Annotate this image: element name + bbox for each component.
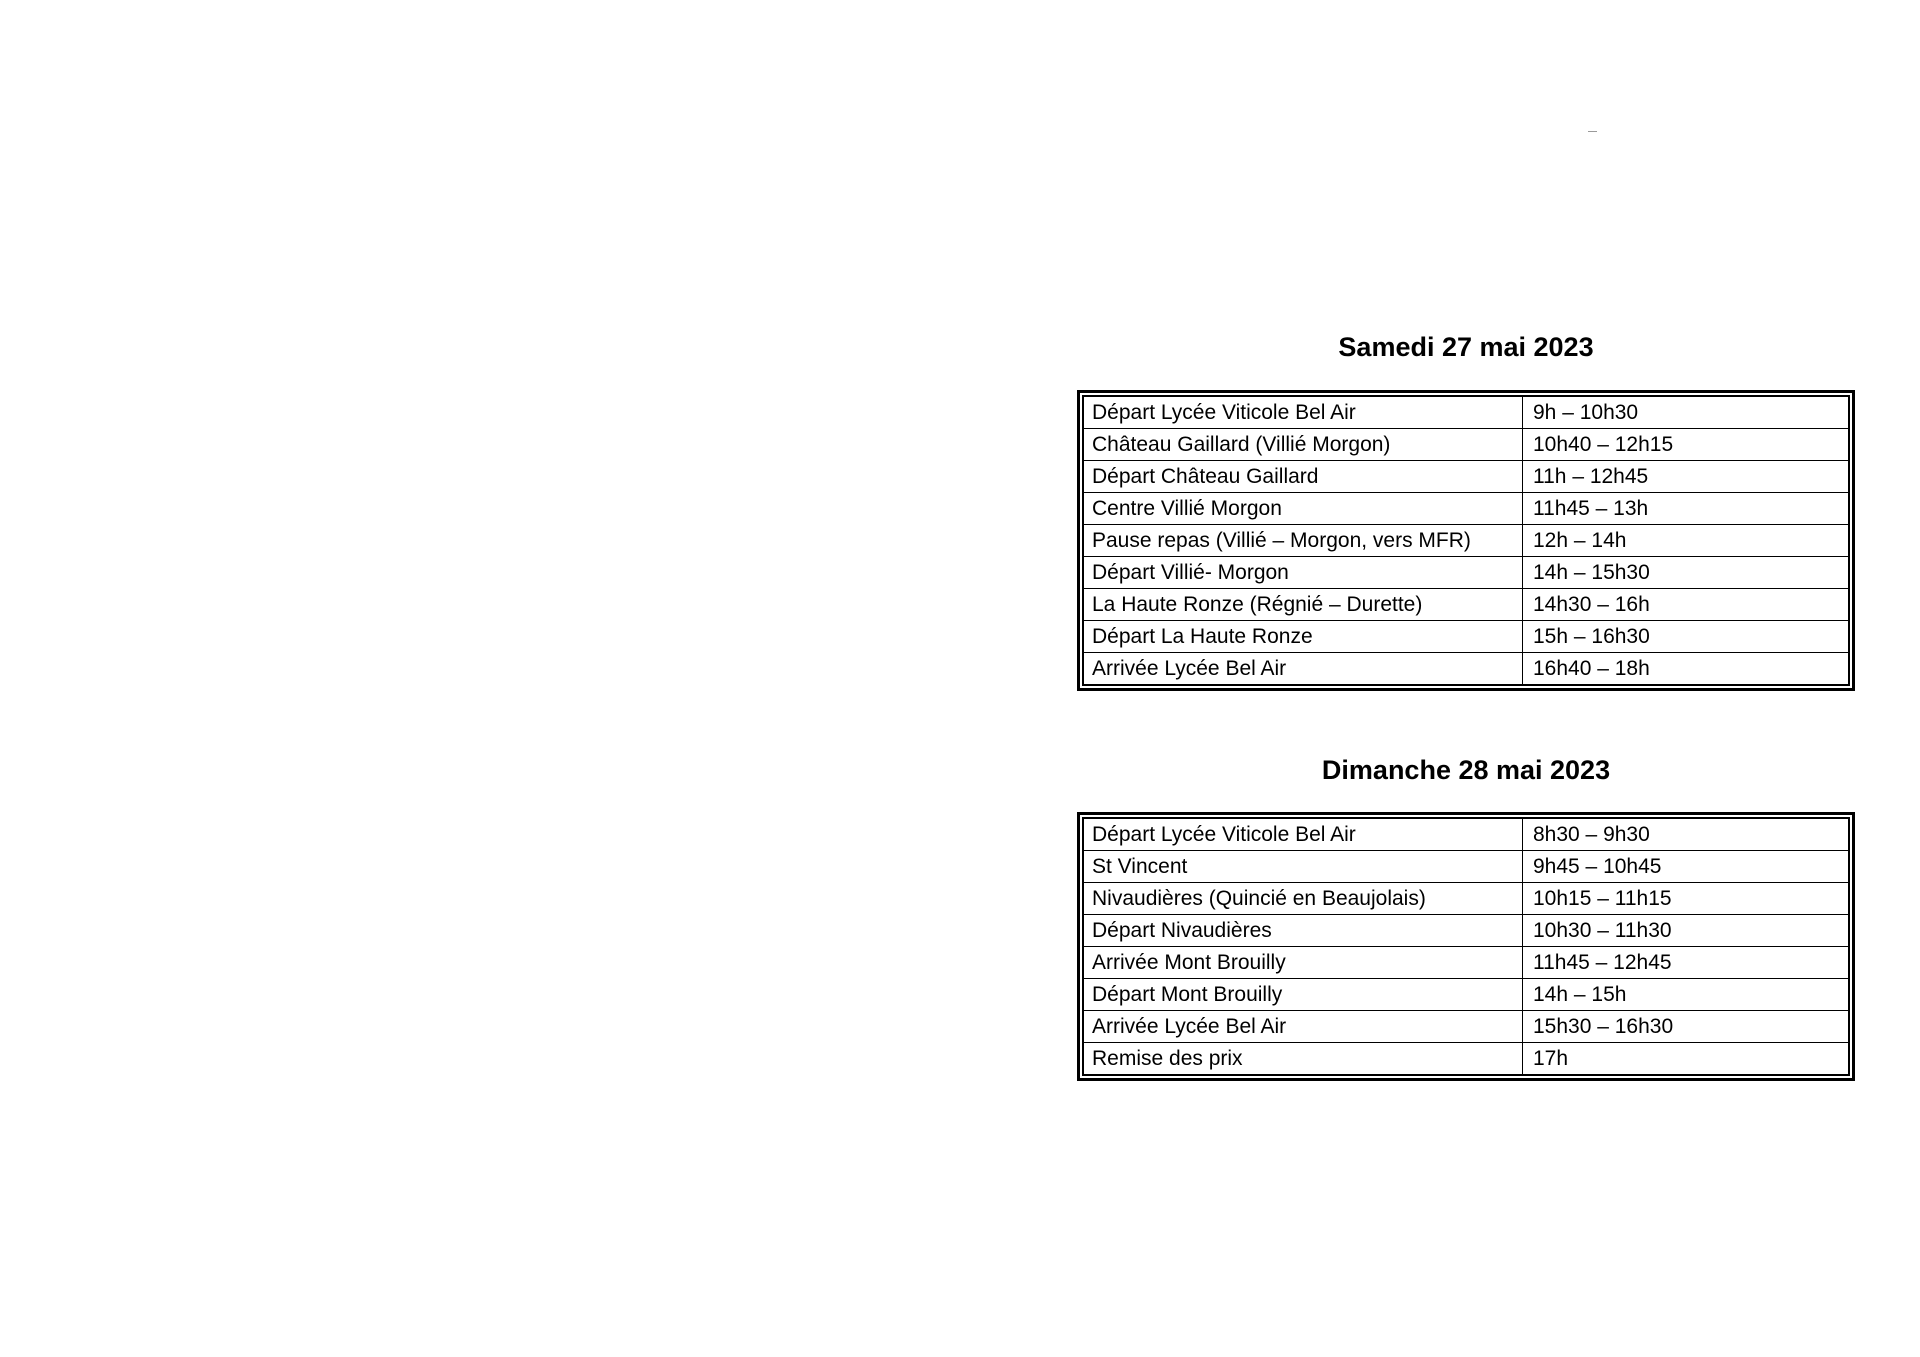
place-cell: Départ La Haute Ronze bbox=[1083, 621, 1523, 653]
saturday-table bbox=[1082, 395, 1850, 686]
sunday-schedule bbox=[1077, 812, 1855, 1081]
sunday-title: Dimanche 28 mai 2023 bbox=[1321, 755, 1611, 785]
table-row bbox=[1083, 1011, 1849, 1043]
time-cell: 15h – 16h30 bbox=[1523, 621, 1850, 653]
time-cell: 10h15 – 11h15 bbox=[1523, 883, 1850, 915]
table-row bbox=[1083, 557, 1849, 589]
time-cell: 17h bbox=[1523, 1043, 1850, 1076]
place-cell: Château Gaillard (Villié Morgon) bbox=[1083, 429, 1523, 461]
place-cell: St Vincent bbox=[1083, 851, 1523, 883]
table-row bbox=[1083, 396, 1849, 429]
time-cell: 11h45 – 12h45 bbox=[1523, 947, 1850, 979]
place-cell: Départ Nivaudières bbox=[1083, 915, 1523, 947]
table-row bbox=[1083, 818, 1849, 851]
time-cell: 14h – 15h30 bbox=[1523, 557, 1850, 589]
table-row bbox=[1083, 851, 1849, 883]
table-row bbox=[1083, 653, 1849, 686]
place-cell: Arrivée Lycée Bel Air bbox=[1083, 1011, 1523, 1043]
time-cell: 14h – 15h bbox=[1523, 979, 1850, 1011]
scan-speck bbox=[1588, 131, 1597, 132]
time-cell: 10h30 – 11h30 bbox=[1523, 915, 1850, 947]
table-row bbox=[1083, 429, 1849, 461]
table-row bbox=[1083, 461, 1849, 493]
time-cell: 11h – 12h45 bbox=[1523, 461, 1850, 493]
table-row bbox=[1083, 589, 1849, 621]
table-row bbox=[1083, 947, 1849, 979]
table-row bbox=[1083, 621, 1849, 653]
place-cell: Arrivée Mont Brouilly bbox=[1083, 947, 1523, 979]
place-cell: La Haute Ronze (Régnié – Durette) bbox=[1083, 589, 1523, 621]
place-cell: Départ Lycée Viticole Bel Air bbox=[1083, 396, 1523, 429]
place-cell: Départ Lycée Viticole Bel Air bbox=[1083, 818, 1523, 851]
saturday-title: Samedi 27 mai 2023 bbox=[1338, 332, 1594, 362]
table-row bbox=[1083, 883, 1849, 915]
table-row bbox=[1083, 1043, 1849, 1076]
place-cell: Remise des prix bbox=[1083, 1043, 1523, 1076]
sunday-table bbox=[1082, 817, 1850, 1076]
time-cell: 11h45 – 13h bbox=[1523, 493, 1850, 525]
table-row bbox=[1083, 979, 1849, 1011]
place-cell: Arrivée Lycée Bel Air bbox=[1083, 653, 1523, 686]
place-cell: Départ Château Gaillard bbox=[1083, 461, 1523, 493]
place-cell: Départ Villié- Morgon bbox=[1083, 557, 1523, 589]
time-cell: 16h40 – 18h bbox=[1523, 653, 1850, 686]
saturday-schedule bbox=[1077, 390, 1855, 691]
time-cell: 9h45 – 10h45 bbox=[1523, 851, 1850, 883]
place-cell: Pause repas (Villié – Morgon, vers MFR) bbox=[1083, 525, 1523, 557]
table-row bbox=[1083, 915, 1849, 947]
place-cell: Départ Mont Brouilly bbox=[1083, 979, 1523, 1011]
time-cell: 14h30 – 16h bbox=[1523, 589, 1850, 621]
place-cell: Centre Villié Morgon bbox=[1083, 493, 1523, 525]
time-cell: 12h – 14h bbox=[1523, 525, 1850, 557]
table-row bbox=[1083, 525, 1849, 557]
time-cell: 9h – 10h30 bbox=[1523, 396, 1850, 429]
time-cell: 10h40 – 12h15 bbox=[1523, 429, 1850, 461]
table-row bbox=[1083, 493, 1849, 525]
place-cell: Nivaudières (Quincié en Beaujolais) bbox=[1083, 883, 1523, 915]
time-cell: 8h30 – 9h30 bbox=[1523, 818, 1850, 851]
time-cell: 15h30 – 16h30 bbox=[1523, 1011, 1850, 1043]
